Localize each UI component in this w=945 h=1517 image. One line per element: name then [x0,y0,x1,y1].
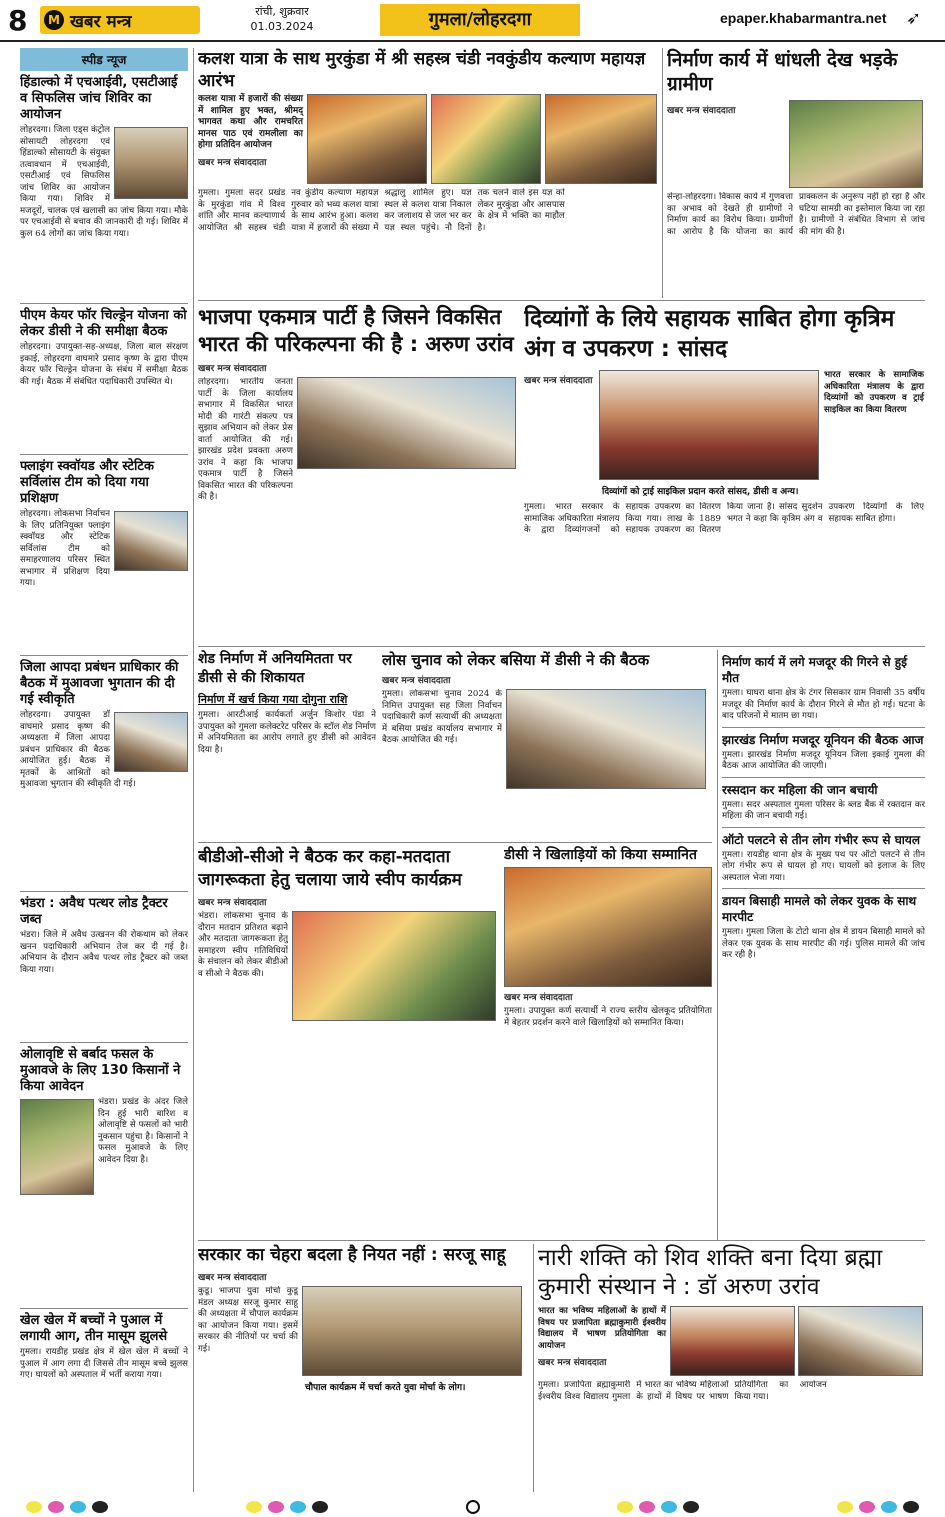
registration-dot [837,1501,853,1513]
sidebar-item [20,1043,188,1308]
divider [722,827,925,828]
union-body: गुमला। झारखंड निर्माण मजदूर यूनियन जिला इकाई गुमला की बैठक आज आयोजित की जाएगी। [722,749,925,771]
bdo-byline: खबर मन्त्र संवाददाता [198,898,267,908]
brahma-photo-2 [798,1306,923,1376]
registration-mark-icon [466,1500,480,1514]
bjp-photo [297,377,516,469]
divider [198,1240,925,1241]
bdo-photo [292,911,496,1021]
top-story-headline: कलश यात्रा के साथ मुरकुंडा में श्री सहस्त्र चंडी नवकुंडीय कल्याण महायज्ञ आरंभ [198,49,646,91]
divyang-body: गुमला। भारत सरकार के सामाजिक अधिकारिता मंत्रालय के द्वारा दिव्यांगजनों को सहायक उपकरण का वितरण किया गया। लाख के 1889 सहायक उपकरण का वितरण किया जाना है। सांसद सुदर्शन भगत ने कहा कि कृत्रिम अंग व उपकरण दिव्यांगों के लिए सहायक साबित होगा। [524,502,924,535]
sports-headline: डीसी ने खिलाड़ियों को किया सम्मानित [504,847,697,863]
registration-dot [268,1501,284,1513]
speed-news-column [20,48,188,1492]
top-story [198,48,658,298]
registration-dot [859,1501,875,1513]
divyang-photo [599,370,819,480]
sidebar-photo [20,1099,94,1195]
auto-body: गुमला। रायडीह थाना क्षेत्र के मुख्य पथ पर ऑटो पलटने से तीन लोग गंभीर रूप से घायल हो गए। घायलों को इलाज के लिए अस्पताल भेजा गया। [722,849,925,883]
epaper-url[interactable]: epaper.khabarmantra.net [720,10,887,26]
top-story-photo-1 [307,94,427,184]
election-headline: लोस चुनाव को लेकर बसिया में डीसी ने की बैठक [382,651,650,669]
sidebar-item [20,455,188,655]
section-title: गुमला/लोहरदगा [380,4,580,36]
corruption-byline: खबर मन्त्र संवाददाता [667,106,736,116]
divider [198,646,925,647]
rescue-headline: रस्सदान कर महिला की जान बचायी [722,782,878,797]
election-story [382,650,712,840]
shed-body: गुमला। आरटीआई कार्यकर्ता अर्जुन किशोर पंडा ने उपायुक्त को गुमला कलेक्टरेट परिसर के स्टॉल शेड निर्माण में अनियमितता का आरोप लगाते हुए डीसी को आवेदन दिया है। [198,710,376,755]
bdo-body: भंडरा। लोकसभा चुनाव के दौरान मतदान प्रतिशत बढ़ाने और मतदाता जागरूकता हेतु समाहरण स्वीप गतिविधियों के संचालन को लेकर बीडीओ व सीओ ने बैठक की। [198,911,288,979]
column-rule [193,48,194,1492]
top-story-body: गुमला। गुमला सदर प्रखंड के मुरकुंडा गांव में विश्व शांति और मानव कल्याणार्थ आयोजित श्री सहस्त्र चंडी नव कुंडीय कल्याण महायज्ञ गुरुवार को भव्य कलश यात्रा के साथ आरंभ हुआ। कलश यात्रा में हजारों की संख्या में श्रद्धालु शामिल हुए। यज्ञ स्थल से कलश यात्रा निकाल कर जलाशय से जल भर कर यज्ञ स्थल पहुंचे। नौ दिनों तक चलने वाले इस यज्ञ को लेकर मुरकुंडा और आसपास के क्षेत्र में भक्ति का माहौल है। [198,188,565,233]
registration-dot [70,1501,86,1513]
sidebar-item-headline: भंडरा : अवैध पत्थर लोड ट्रैक्टर जब्त [20,896,168,927]
sidebar-item [20,1309,188,1492]
logo [40,6,200,34]
witch-body: गुमला। गुमला जिला के टोटो थाना क्षेत्र में डायन बिसाही मामले को लेकर एक युवक के साथ मारपीट की गई। पुलिस मामले की जांच कर रही है। [722,927,925,960]
registration-dot [661,1501,677,1513]
sidebar-item-body: भंडरा। जिले में अवैध उत्खनन की रोकथाम को लेकर खनन पदाधिकारी अभियान तेज कर दी गई है। अभियान के दौरान अवैध पत्थर लोड ट्रैक्टर को जब्त किया गया। [20,930,188,975]
sports-body: गुमला। उपायुक्त कर्ण सत्यार्थी ने राज्य स्तरीय खेलकूद प्रतियोगिता में बेहतर प्रदर्शन करने वाले खिलाड़ियों को सम्मानित किया। [504,1006,712,1028]
sidebar-item [20,304,188,454]
city-day: रांची, शुक्रवार [255,5,309,18]
sidebar-item-headline: हिंडाल्को में एचआईवी, एसटीआई व सिफलिस जांच शिविर का आयोजन [20,75,178,122]
divider [198,842,712,843]
registration-dot [881,1501,897,1513]
print-registration-strip [0,1496,945,1517]
brahma-story [538,1244,925,1492]
divider [20,1308,188,1309]
column-rule [533,1244,534,1492]
registration-dot [48,1501,64,1513]
sidebar-item-body: गुमला। रायडीह प्रखंड क्षेत्र में खेल खेल में बच्चों ने पुआल में आग लगा दी जिससे तीन मासूम बच्चे झुलस गए। घायलों को अस्पताल में भर्ती कराया गया। [20,1347,188,1380]
sidebar-item-headline: ओलावृष्टि से बर्बाद फसल के मुआवजे के लिए 130 किसानों ने किया आवेदन [20,1047,181,1094]
divyang-byline: खबर मन्त्र संवाददाता [524,376,593,386]
corruption-headline: निर्माण कार्य में धांधली देख भड़के ग्रामीण [667,49,898,95]
witch-headline: डायन बिसाही मामले को लेकर युवक के साथ मारपीट [722,894,917,924]
divyang-headline: दिव्यांगों के लिये सहायक साबित होगा कृत्रिम अंग व उपकरण : सांसद [524,306,895,362]
arrow-icon: ➶ [906,8,922,29]
election-byline: खबर मन्त्र संवाददाता [382,676,451,686]
registration-dot [617,1501,633,1513]
sidebar-item-body: लोहरदगा। उपायुक्त डॉ वाघमारे प्रसाद कृष्ण की अध्यक्षता में जिला आपदा प्रबंधन प्राधिकार की बैठक आयोजित हुई। बैठक में मृतकों के आश्रितों को मुआवजा भुगतान की स्वीकृति दी गई। [20,710,136,789]
sidebar-item-body: लोहरदगा। लोकसभा निर्वाचन के लिए प्रतिनियुक्त फ्लाइंग स्क्वॉयड और स्टेटिक सर्विलांस टीम को समाहरणालय परिसर स्थित सभागार में प्रशिक्षण दिया गया। [20,509,110,588]
bjp-byline: खबर मन्त्र संवाददाता [198,364,267,374]
divider [722,777,925,778]
registration-dot [903,1501,919,1513]
brahma-headline: नारी शक्ति को शिव शक्ति बना दिया ब्रह्मा कुमारी संस्थान ने : डॉ अरुण उरांव [538,1245,883,1300]
registration-dot [683,1501,699,1513]
corruption-body: सेन्हा-लोहरदगा। विकास कार्य में गुणवत्ता का अभाव को देखते ही ग्रामीणों ने निर्माण कार्य का विरोध किया। ग्रामीणों का आरोप है कि योजना का कार्य प्राक्कलन के अनुरूप नहीं हो रहा है और घटिया सामग्री का इस्तेमाल किया जा रहा है। ग्रामीणों ने संबंधित विभाग से जांच की मांग की है। [667,192,925,237]
union-headline: झारखंड निर्माण मजदूर यूनियन की बैठक आज [722,732,924,747]
sahu-headline: सरकार का चेहरा बदला है नियत नहीं : सरजू साहू [198,1245,506,1265]
sidebar-item-headline: खेल खेल में बच्चों ने पुआल में लगायी आग, तीन मासूम झुलसे [20,1313,168,1344]
brahma-photo-caption: भारत का भविष्य महिलाओं के हाथों में विषय पर प्रजापिता ब्रह्माकुमारी ईश्वरीय विद्यालय में भाषण प्रतियोगिता का आयोजन [538,1306,666,1351]
divider [198,300,925,301]
bdo-story [198,846,498,1236]
top-story-byline: खबर मन्त्र संवाददाता [198,157,267,168]
election-photo [506,689,706,789]
divider [20,891,188,892]
sidebar-item-body: लोहरदगा। उपायुक्त-सह-अध्यक्ष, जिला बाल संरक्षण इकाई, लोहरदगा वाघमारे प्रसाद कृष्ण के द्वारा पीएम केयर फॉर चिल्ड्रेन योजना के संबंध में समीक्षा बैठक की गई। बैठक में संबंधित पदाधिकारी उपस्थित थे। [20,342,188,387]
shed-headline: शेड निर्माण में अनियमितता पर डीसी से की शिकायत [198,651,352,686]
divider [722,888,925,889]
labour-body: गुमला। घाघरा थाना क्षेत्र के टंगर सिसकार ग्राम निवासी 35 वर्षीय मजदूर की निर्माण कार्य के दौरान गिरने से मौत हो गई। घटना के बाद परिजनों में मातम छा गया। [722,688,925,721]
sidebar-item-body: भंडरा। प्रखंड के अंदर जिले दिन हुई भारी बारिश व ओलावृष्टि से फसलों को भारी नुकसान पहुंचा है। किसानों ने फसल मुआवजे के लिए आवेदन दिया है। [98,1097,188,1165]
column-rule [717,650,718,1240]
sahu-byline: खबर मन्त्र संवाददाता [198,1273,267,1283]
sidebar-photo [114,712,188,772]
registration-dot [639,1501,655,1513]
bjp-body: लोहरदगा। भारतीय जनता पार्टी के जिला कार्यालय सभागार में विकसित भारत मोदी की गारंटी संकल्प पत्र सुझाव अभियान को लेकर प्रेस वार्ता आयोजित की गई। झारखंड प्रदेश प्रवक्ता अरुण उरांव ने कहा कि भाजपा एकमात्र पार्टी है जिसने विकसित भारत की परिकल्पना की है। [198,377,293,502]
masthead [0,0,945,42]
divider [20,655,188,656]
top-story-photo-3 [545,94,657,184]
sahu-body: कुडू। भाजपा युवा मोर्चा कुडू मंडल अध्यक्ष सरजू कुमार साहू की अध्यक्षता में चौपाल कार्यक्रम का आयोजन किया गया। इसमें सरकार की नीतियों पर चर्चा की गई। [198,1286,298,1354]
date: 01.03.2024 [250,20,314,33]
divider [20,1042,188,1043]
divyang-photo-caption: दिव्यांगों को ट्राई साइकिल प्रदान करते सांसद, डीसी व अन्य। [599,482,819,499]
sidebar-photo [114,511,188,571]
rescue-body: गुमला। सदर अस्पताल गुमला परिसर के ब्लड बैंक में रक्तदान कर महिला की जान बचायी गई। [722,799,925,821]
divider [722,727,925,728]
registration-dot [246,1501,262,1513]
speed-news-tag: स्पीड न्यूज [20,48,188,71]
bjp-headline: भाजपा एकमात्र पार्टी है जिसने विकसित भारत की परिकल्पना की है : अरुण उरांव [198,305,514,356]
sidebar-item-body: लोहरदगा। जिला एड्स कंट्रोल सोसायटी लोहरदगा एवं हिंडाल्को सोसायटी के संयुक्त तत्वावधान में एचआईवी, एसटीआई एवं सिफलिस जांच शिविर का आयोजन किया गया। शिविर में मजदूरों, चालक एवं खलासी का जांच किया गया। मौके पर एचआईवी से बचाव की जानकारी दी गई। शिविर में कुल 64 लोगों का जांच किया गया। [20,125,188,239]
shed-subhead: निर्माण में खर्च किया गया दोगुना राशि [198,693,348,706]
registration-dot [290,1501,306,1513]
logo-icon: M [44,10,64,30]
sidebar-item [20,656,188,891]
labour-headline: निर्माण कार्य में लगे मजदूर की गिरने से हुई मौत [722,655,907,685]
registration-dot [92,1501,108,1513]
sahu-photo-caption: चौपाल कार्यक्रम में चर्चा करते युवा मोर्चा के लोग। [302,1378,522,1395]
divyang-side-caption: भारत सरकार के सामाजिक अधिकारिता मंत्रालय के द्वारा दिव्यांगों को उपकरण व ट्राई साइकिल का किया वितरण [824,370,924,415]
election-body: गुमला। लोकसभा चुनाव 2024 के निमित्त उपायुक्त सह जिला निर्वाचन पदाधिकारी कर्ण सत्यार्थी की अध्यक्षता में बसिया प्रखंड कार्यालय सभागार में बैठक आयोजित की गई। [382,689,502,745]
column-rule [662,48,663,298]
dateline [232,4,332,34]
sahu-story [198,1244,528,1492]
shed-story [198,650,376,840]
divider [20,303,188,304]
sidebar-photo [114,127,188,199]
divyang-story [524,304,925,644]
registration-dot [26,1501,42,1513]
top-story-subhead: कलश यात्रा में हजारों की संख्या में शामिल हुए भक्त, श्रीमद् भागवत कथा और रामचरित मानस पाठ एवं रामलीला का होगा प्रतिदिन आयोजन [198,94,303,150]
brahma-photo-1 [670,1306,795,1376]
sidebar-item-headline: पीएम केयर फॉर चिल्ड्रेन योजना को लेकर डीसी ने की समीक्षा बैठक [20,308,187,339]
bdo-headline: बीडीओ-सीओ ने बैठक कर कहा-मतदाता जागरूकता हेतु चलाया जाये स्वीप कार्यक्रम [198,847,462,890]
right-news-column [722,650,925,1240]
brahma-byline: खबर मन्त्र संवाददाता [538,1358,607,1368]
sports-byline: खबर मन्त्र संवाददाता [504,993,573,1003]
sidebar-item [20,892,188,1042]
bjp-story [198,304,518,644]
sports-story [504,846,712,1236]
sports-photo [504,867,712,987]
registration-dot [312,1501,328,1513]
sidebar-item-headline: फ्लाइंग स्क्वॉयड और स्टेटिक सर्विलांस टीम को दिया गया प्रशिक्षण [20,459,154,506]
page-number: 8 [8,4,28,37]
sahu-photo [302,1286,522,1376]
auto-headline: ऑटो पलटने से तीन लोग गंभीर रूप से घायल [722,832,920,847]
corruption-story [667,48,925,298]
brahma-body: गुमला। प्रजापिता ब्रह्माकुमारी ईश्वरीय विश्व विद्यालय गुमला में भारत का भविष्य महिलाओं के हाथों में विषय पर भाषण प्रतियोगिता का आयोजन किया गया। [538,1380,827,1402]
top-story-photo-2 [431,94,541,184]
sidebar-item [20,71,188,303]
corruption-photo [789,100,923,188]
sidebar-item-headline: जिला आपदा प्रबंधन प्राधिकार की बैठक में मुआवजा भुगतान की दी गई स्वीकृति [20,660,179,707]
divider [20,454,188,455]
logo-text: खबर मन्त्र [70,11,132,32]
